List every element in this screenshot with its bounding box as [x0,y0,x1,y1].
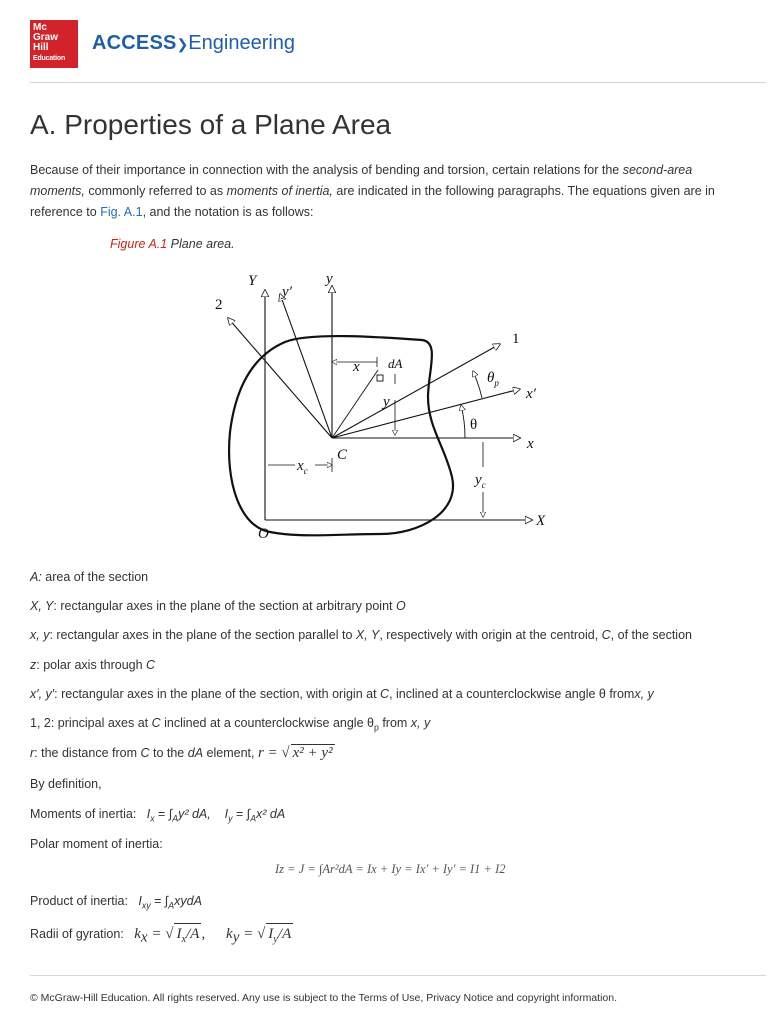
label-xc: x [297,458,304,474]
brand-access: ACCESS [92,32,177,54]
label-theta-p: θ [487,370,495,386]
label-2: 2 [215,297,223,313]
def-xy-XY: X, Y [355,628,380,642]
label-X: X [536,513,546,529]
figure-caption-text: Plane area. [167,237,235,251]
Iy-A: A [250,813,257,824]
label-x-dist: x [353,359,360,375]
label-yc-sub: c [481,480,486,490]
label-O: O [258,526,269,542]
def-p12-text: : principal axes at [50,716,152,730]
label-Y: Y [248,273,257,289]
footer-divider [30,975,766,976]
ky-eq: = [239,926,258,942]
def-p12-xy: x, y [410,716,431,730]
header-divider [30,82,766,83]
def-xpyp-symbol: x′, y′ [30,687,55,701]
kx-eq: = [147,926,166,942]
intro-italic-2: moments of inertia, [226,184,333,198]
def-principal [30,715,430,736]
copyright-footer: © McGraw-Hill Education. All rights reserved. Any use is subject to the Terms of Use, Privacy Notice and copyright information. [30,992,618,1004]
ky-symbol: k [226,926,233,942]
def-r-text2: to the [149,746,188,760]
def-z [30,657,155,673]
logo-line-3: Hill [33,42,49,53]
Iy-rest: x² dA [256,807,286,821]
def-A-symbol: A: [30,570,42,584]
label-1: 1 [512,331,520,347]
def-z-symbol: z [30,658,37,672]
label-C: C [337,447,348,463]
kx-comma: , [201,926,206,942]
access-engineering-brand[interactable] [92,31,295,56]
Ix-A: A [172,813,179,824]
svg-text:yc [473,472,486,490]
ky-sub: y [232,929,240,946]
polar-moment-label: Polar moment of inertia: [30,837,163,851]
intro-text-4: , and the notation is as follows: [142,205,314,219]
svg-text:xc [296,458,308,476]
def-XY-text: : rectangular axes in the plane of the section at arbitrary point [53,599,396,613]
def-xy-symbol: x, y [30,628,50,642]
intro-text-2: commonly referred to as [84,184,227,198]
def-z-text: : polar axis through [36,658,147,672]
kx-symbol: k [134,926,141,942]
ky-rad-rest: /A [277,926,292,942]
Ixy-rest: xydA [174,894,202,908]
def-xy-text: : rectangular axes in the plane of the section parallel to [49,628,356,642]
poi-label: Product of inertia: [30,894,128,908]
ky-rad-sub: y [273,934,278,945]
def-r [30,744,335,761]
def-A-text: area of the section [41,570,149,584]
sqrt-sign: √ [281,745,290,761]
label-dA: dA [388,356,403,371]
mcgraw-hill-logo[interactable] [30,20,78,68]
label-y-dist: y [383,394,390,410]
figure-label[interactable]: Figure A.1 [110,237,168,251]
logo-education: Education [33,55,66,62]
kx-rad-rest: /A [186,926,200,942]
label-theta: θ [470,417,478,433]
def-r-symbol: r [30,746,35,760]
def-p12-symbol: 1, 2 [30,716,51,730]
plane-area-figure [190,262,570,547]
kx-rad: I [176,926,182,942]
def-r-dA: dA [187,746,204,760]
theta-p-arc [473,371,482,398]
def-xpyp-C: C [380,687,390,701]
label-yc: y [475,472,482,488]
svg-text:θp [487,370,499,388]
intro-italic-1: second-area moments, [30,163,693,198]
label-theta-p-sub: p [494,378,499,388]
moi-label: Moments of inertia: [30,807,137,821]
page-title: A. Properties of a Plane Area [30,109,392,140]
Iy-eq: = ∫ [232,807,251,821]
sqrt-sign: √ [257,926,266,942]
dA-element [377,375,383,381]
radii-of-gyration [30,923,293,950]
def-p12-text3: from [378,716,411,730]
def-xy [30,627,692,643]
intro-text-1: Because of their importance in connection with the analysis of bending and torsion, certain relations for the [30,163,623,177]
kx-sub: x [140,929,148,946]
def-p12-C: C [151,716,161,730]
def-xy-text2: , respectively with origin at the centroid, [379,628,602,642]
def-p12-sub: p [373,722,379,733]
brand-engineering: Engineering [188,32,296,54]
def-xy-text3: , of the section [610,628,692,642]
y-prime-axis [280,294,332,438]
def-xpyp-text: : rectangular axes in the plane of the section, with origin at [54,687,381,701]
Ix-rest: y² dA, [178,807,211,821]
def-r-C: C [140,746,150,760]
Ixy-sub: xy [141,900,151,911]
def-xpyp-text2: , inclined at a counterclockwise angle θ from [389,687,635,701]
def-r-text3: element, [203,746,258,760]
figure-caption [110,237,235,251]
kx-rad-sub: x [181,934,187,945]
Ix-symbol: I [146,807,151,821]
def-xprime-yprime [30,686,654,702]
label-x-prime: x′ [526,386,536,402]
intro-text-3: are indicated in the following paragraphs. The equations given are in reference to [30,184,715,219]
def-xpyp-xy: x, y [634,687,654,701]
Ixy-A: A [168,900,175,911]
def-XY [30,598,406,614]
logo-line-2: Graw [33,32,59,43]
label-y: y [326,271,333,287]
by-definition: By definition, [30,777,102,791]
def-z-C: C [146,658,156,672]
label-xc-sub: c [303,466,308,476]
brand-arrow-icon: ❯ [176,36,189,52]
theta-arc [461,405,465,438]
Ix-eq: = ∫ [154,807,173,821]
product-of-inertia [30,893,202,914]
moments-of-inertia [30,806,285,827]
Ix-sub: x [150,813,155,824]
def-XY-point: O [395,599,406,613]
Iy-sub: y [228,813,233,824]
fig-a1-link[interactable]: Fig. A.1 [100,205,143,219]
r-equation-lhs: r = [257,745,282,761]
def-XY-symbol: X, Y [30,599,54,613]
label-x: x [527,436,534,452]
def-r-text: : the distance from [34,746,141,760]
Ixy-symbol: I [138,894,142,908]
intro-paragraph [30,160,740,223]
polar-moment-equation: Iz = J = ∫Ar²dA = Ix + Iy = Ix′ + Iy′ = I1 + I2 [275,862,506,876]
def-A [30,569,148,585]
Ixy-eq: = ∫ [150,894,169,908]
r-equation-radicand: x² + y² [292,745,333,761]
def-p12-text2: inclined at a counterclockwise angle θ [160,716,374,730]
sqrt-sign: √ [165,926,174,942]
Iy-symbol: I [224,807,229,821]
ky-rad: I [268,926,274,942]
def-xy-C: C [601,628,611,642]
logo-line-1: Mc [33,22,47,33]
label-y-prime: y′ [282,284,292,300]
rog-label: Radii of gyration: [30,927,124,941]
